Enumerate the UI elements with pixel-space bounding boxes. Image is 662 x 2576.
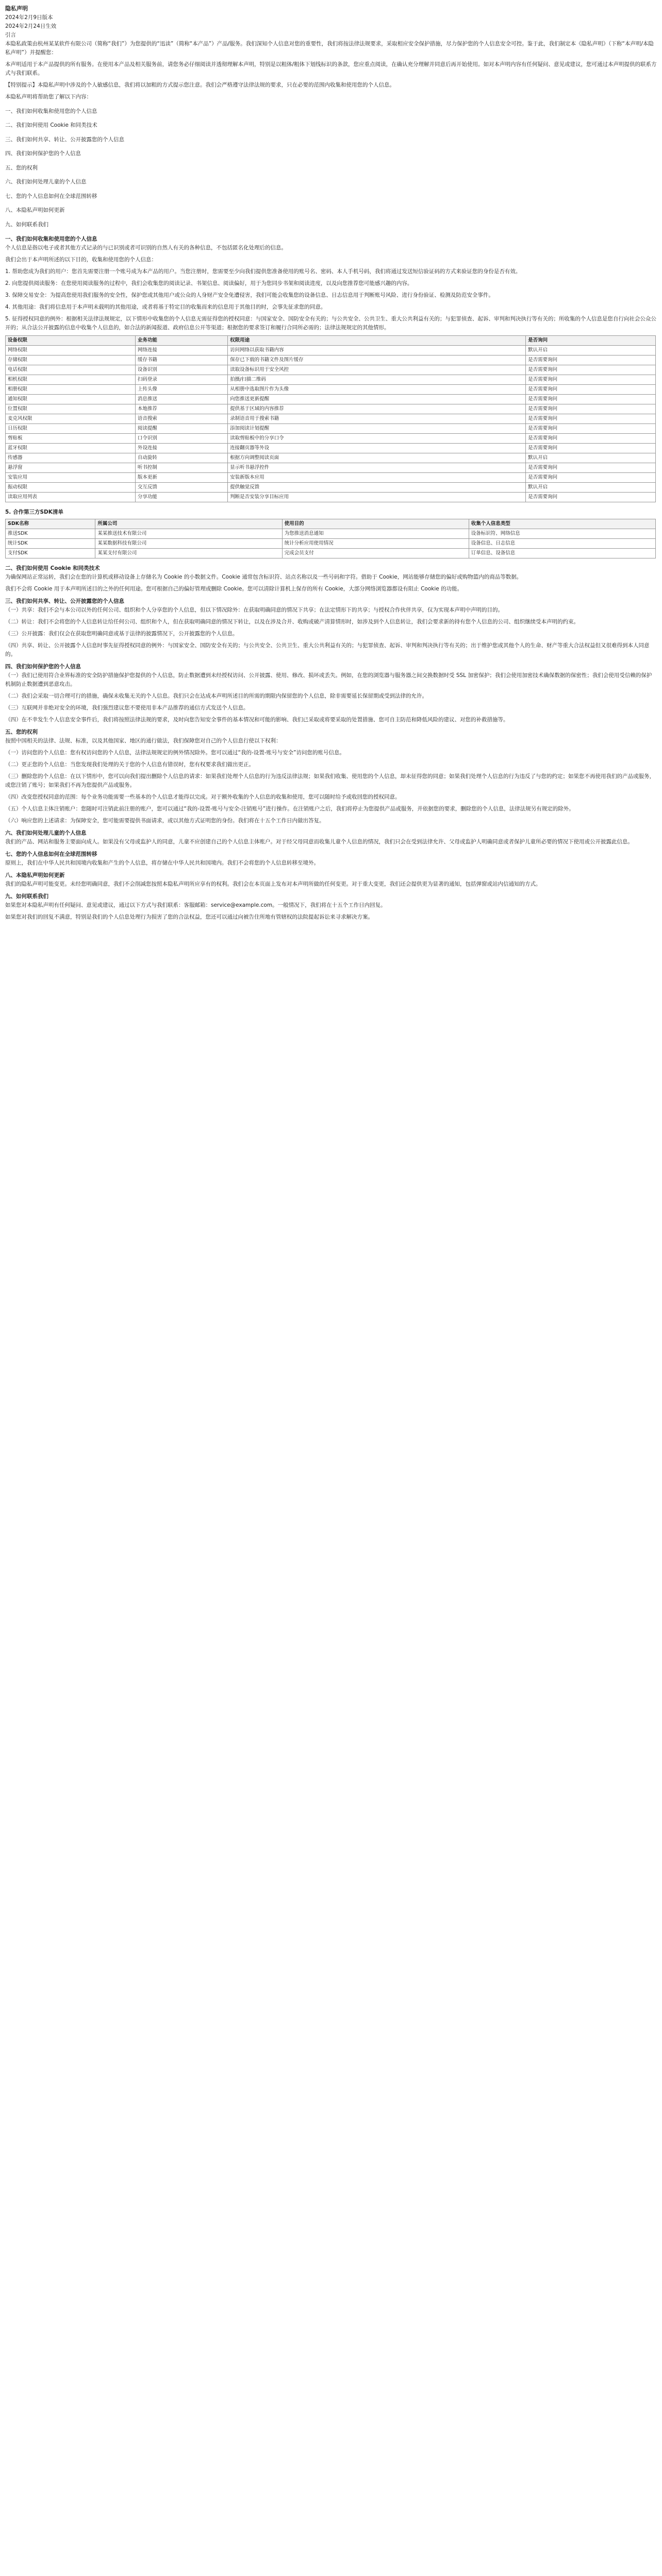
paragraph: （二）转让：我们不会将您的个人信息转让给任何公司、组织和个人，但在获取明确同意的情况下转让，以及在涉及合并、收购或破产清算情形时，如涉及到个人信息转让，我们会要求新的持有您个人信息的公司、组织继续受本声明的约束。 xyxy=(5,619,579,625)
table-cell: 读取剪贴板中的分享口令 xyxy=(228,434,526,444)
table-cell: 是否需要询问 xyxy=(526,375,656,385)
section-9-title: 九、如何联系我们 xyxy=(5,893,48,900)
table-cell: 是否需要询问 xyxy=(526,355,656,365)
table-cell: 分享功能 xyxy=(135,493,227,502)
table-row xyxy=(6,473,656,483)
preface-label: 引言 xyxy=(5,32,16,38)
table-cell: 是否需要询问 xyxy=(526,463,656,473)
table-cell: 默认开启 xyxy=(526,346,656,355)
table-cell: 设备标识符、网络信息 xyxy=(469,529,655,539)
table-cell: 是否需要询问 xyxy=(526,473,656,483)
table-cell: 是否需要询问 xyxy=(526,365,656,375)
table-cell: 网络权限 xyxy=(6,346,136,355)
toc-item: 三、我们如何共享、转让、公开披露您的个人信息 xyxy=(5,136,124,143)
intro-paragraph: 本声明适用于本产品提供的所有服务。在使用本产品及相关服务前，请您务必仔细阅读并透彻理解本声明，特别是以粗体/粗体下划线标识的条款，您应重点阅读，在确认充分理解并同意后再开始使用。如对本声明内容有任何疑问、意见或建议，您可通过本声明提供的联系方式与我们联系。 xyxy=(5,61,657,76)
table-cell: 添加阅读计划提醒 xyxy=(228,424,526,434)
table-cell: 向您推送更新提醒 xyxy=(228,395,526,404)
table-row xyxy=(6,414,656,424)
table-cell: 读取应用列表 xyxy=(6,493,136,502)
table-cell: 消息推送 xyxy=(135,395,227,404)
table-row xyxy=(6,424,656,434)
paragraph: （二）我们会采取一切合理可行的措施，确保未收集无关的个人信息。我们只会在达成本声明所述目的所需的期限内保留您的个人信息，除非需要延长保留期或受到法律的允许。 xyxy=(5,693,427,699)
table-row xyxy=(6,463,656,473)
paragraph: 如果您对我们的回复不满意，特别是我们的个人信息处理行为损害了您的合法权益，您还可以通过向被告住所地有管辖权的法院提起诉讼来寻求解决方案。 xyxy=(5,914,373,920)
table-cell: 根据方向调整阅读页面 xyxy=(228,453,526,463)
table-cell: 提供基于区域的内容推荐 xyxy=(228,404,526,414)
section-3-body xyxy=(5,606,657,659)
section-7-body xyxy=(5,859,657,868)
section-6-title: 六、我们如何处理儿童的个人信息 xyxy=(5,830,87,836)
table-header-cell: 收集个人信息类型 xyxy=(469,519,655,529)
paragraph: 我们的产品、网站和服务主要面向成人。如果没有父母或监护人的同意，儿童不应创建自己的个人信息主体账户。对于经父母同意而收集儿童个人信息的情况，我们只会在受到法律允许、父母或监护人明确同意或者保护儿童所必要的情况下使用或公开披露此信息。 xyxy=(5,839,633,845)
section-2-body xyxy=(5,573,657,594)
section-1-body xyxy=(5,244,657,332)
table-row xyxy=(6,365,656,375)
table-cell: 麦克风权限 xyxy=(6,414,136,424)
paragraph: （五）个人信息主体注销账户：您随时可注销此前注册的账户，您可以通过“我的-设置-账号与安全-注销账号”进行操作。在注销账户之后，我们将停止为您提供产品或服务，并依据您的要求，删除您的个人信息，法律法规另有规定的除外。 xyxy=(5,806,574,812)
paragraph: 1. 帮助您成为我们的用户：您首先需要注册一个账号成为本产品的用户。当您注册时，您需要至少向我们提供您准备使用的账号名、密码、本人手机号码，我们将通过发送短信验证码的方式来验证您的身份是否有效。 xyxy=(5,268,521,275)
section-4-title: 四、我们如何保护您的个人信息 xyxy=(5,664,81,670)
paragraph: （一）访问您的个人信息：您有权访问您的个人信息，法律法规规定的例外情况除外。您可以通过“我的-设置-账号与安全”访问您的账号信息。 xyxy=(5,750,345,756)
table-of-contents xyxy=(5,107,657,229)
table-cell: 安装应用 xyxy=(6,473,136,483)
section-1-title: 一、我们如何收集和使用您的个人信息 xyxy=(5,236,97,242)
table-cell: 存储权限 xyxy=(6,355,136,365)
paragraph: 为确保网站正常运转，我们会在您的计算机或移动设备上存储名为 Cookie 的小数据文件。Cookie 通常包含标识符、站点名称以及一些号码和字符。借助于 Cookie，网站能够存储您的偏好或购物篮内的商品等数据。 xyxy=(5,574,522,580)
table-header-cell: 权限用途 xyxy=(228,336,526,346)
table-cell: 统计分析应用使用情况 xyxy=(282,539,469,549)
table-row xyxy=(6,539,656,549)
paragraph: 我们会出于本声明所述的以下目的，收集和使用您的个人信息： xyxy=(5,257,157,263)
permission-table xyxy=(5,335,656,502)
section-9-body xyxy=(5,901,657,922)
paragraph: 原则上，我们在中华人民共和国境内收集和产生的个人信息，将存储在中华人民共和国境内。我们不会将您的个人信息转移至境外。 xyxy=(5,860,319,866)
table-cell: 显示听书悬浮控件 xyxy=(228,463,526,473)
table-row xyxy=(6,493,656,502)
toc-item: 八、本隐私声明如何更新 xyxy=(5,207,65,213)
toc-item: 九、如何联系我们 xyxy=(5,221,48,228)
table-row xyxy=(6,395,656,404)
table-cell: 相机权限 xyxy=(6,375,136,385)
section-8-body xyxy=(5,880,657,889)
table-cell: 是否需要询问 xyxy=(526,404,656,414)
table-cell: 听书控制 xyxy=(135,463,227,473)
table-cell: 振动权限 xyxy=(6,483,136,493)
table-cell: 安装新版本应用 xyxy=(228,473,526,483)
table-cell: 交互反馈 xyxy=(135,483,227,493)
paragraph: 我们不会将 Cookie 用于本声明所述目的之外的任何用途。您可根据自己的偏好管理或删除 Cookie。您可以清除计算机上保存的所有 Cookie，大部分网络浏览器都设有阻止 Cookie 的功能。 xyxy=(5,586,463,592)
table-row xyxy=(6,346,656,355)
table-cell: 外设连接 xyxy=(135,444,227,453)
section-6-body xyxy=(5,838,657,846)
table-cell: 网络连接 xyxy=(135,346,227,355)
table-cell: 是否需要询问 xyxy=(526,493,656,502)
table-row xyxy=(6,549,656,558)
table-cell: 默认开启 xyxy=(526,453,656,463)
table-cell: 传感器 xyxy=(6,453,136,463)
table-cell: 某某数据科技有限公司 xyxy=(95,539,282,549)
intro-paragraph: 本隐私声明将帮助您了解以下内容： xyxy=(5,94,92,100)
table-cell: 订单信息、设备信息 xyxy=(469,549,655,558)
toc-item: 五、您的权利 xyxy=(5,164,38,171)
section-7-title: 七、您的个人信息如何在全球范围转移 xyxy=(5,851,97,857)
sdk-table-title: 5. 合作第三方SDK清单 xyxy=(5,509,63,515)
table-cell: 完成会员支付 xyxy=(282,549,469,558)
table-cell: 判断是否安装分享目标应用 xyxy=(228,493,526,502)
table-header-cell: 所属公司 xyxy=(95,519,282,529)
table-row xyxy=(6,483,656,493)
paragraph: （四）改变您授权同意的范围：每个业务功能需要一些基本的个人信息才能得以完成。对于额外收集的个人信息的收集和使用，您可以随时给予或收回您的授权同意。 xyxy=(5,794,401,800)
table-row xyxy=(6,529,656,539)
table-cell: 剪贴板 xyxy=(6,434,136,444)
table-cell: 默认开启 xyxy=(526,483,656,493)
document-title: 隐私声明 xyxy=(5,5,28,12)
paragraph: 如果您对本隐私声明有任何疑问、意见或建议，通过以下方式与我们联系：客服邮箱：service@example.com。一般情况下，我们将在十五个工作日内回复。 xyxy=(5,902,386,908)
section-2-title: 二、我们如何使用 Cookie 和同类技术 xyxy=(5,565,100,571)
table-cell: 访问网络以获取书籍内容 xyxy=(228,346,526,355)
intro-section xyxy=(5,40,657,101)
table-cell: 版本更新 xyxy=(135,473,227,483)
table-row xyxy=(6,434,656,444)
toc-item: 一、我们如何收集和使用您的个人信息 xyxy=(5,108,97,114)
table-row xyxy=(6,385,656,395)
section-5-body xyxy=(5,737,657,825)
paragraph: （三）删除您的个人信息：在以下情形中，您可以向我们提出删除个人信息的请求：如果我们处理个人信息的行为违反法律法规；如果我们收集、使用您的个人信息，却未征得您的同意；如果我们处理个人信息的行为违反了与您的约定；如果您不再使用我们的产品或服务，或您注销了账号；如果我们不再为您提供产品或服务。 xyxy=(5,773,655,788)
paragraph: 按照中国相关的法律、法规、标准，以及其他国家、地区的通行做法，我们保障您对自己的个人信息行使以下权利： xyxy=(5,738,282,744)
table-cell: 是否需要询问 xyxy=(526,395,656,404)
table-cell: 支付SDK xyxy=(6,549,95,558)
table-cell: 是否需要询问 xyxy=(526,414,656,424)
paragraph: （四）共享、转让、公开披露个人信息时事先征得授权同意的例外：与国家安全、国防安全有关的；与公共安全、公共卫生、重大公共利益有关的；与犯罪侦查、起诉、审判和判决执行等有关的；出于维护您或其他个人的生命、财产等重大合法权益但又很难得到本人同意的。 xyxy=(5,642,650,657)
effective-date: 2024年2月24日生效 xyxy=(5,23,57,29)
table-cell: 是否需要询问 xyxy=(526,424,656,434)
table-cell: 是否需要询问 xyxy=(526,385,656,395)
table-cell: 本地推荐 xyxy=(135,404,227,414)
table-cell: 通知权限 xyxy=(6,395,136,404)
table-header-cell: 设备权限 xyxy=(6,336,136,346)
table-cell: 保存已下载的书籍文件及图片缓存 xyxy=(228,355,526,365)
table-cell: 阅读提醒 xyxy=(135,424,227,434)
table-cell: 读取设备标识用于安全风控 xyxy=(228,365,526,375)
table-cell: 日历权限 xyxy=(6,424,136,434)
table-header-cell: 业务功能 xyxy=(135,336,227,346)
table-cell: 语音搜索 xyxy=(135,414,227,424)
intro-paragraph: 【特别提示】本隐私声明中涉及的个人敏感信息，我们将以加粗的方式提示您注意。我们会严格遵守法律法规的要求，只在必要的范围内收集和使用您的个人信息。 xyxy=(5,82,395,88)
table-cell: 某某推送技术有限公司 xyxy=(95,529,282,539)
table-cell: 连接翻页器等外设 xyxy=(228,444,526,453)
table-row xyxy=(6,404,656,414)
paragraph: （六）响应您的上述请求：为保障安全，您可能需要提供书面请求，或以其他方式证明您的身份。我们将在十五个工作日内做出答复。 xyxy=(5,818,325,824)
paragraph: 4. 其他用途：我们将信息用于本声明未载明的其他用途，或者将基于特定目的收集而来的信息用于其他目的时，会事先征求您的同意。 xyxy=(5,304,326,310)
table-row xyxy=(6,355,656,365)
section-4-body xyxy=(5,671,657,724)
intro-paragraph: 本隐私政策由杭州某某软件有限公司（简称“我们”）为您提供的“迅读”（简称“本产品”）产品/服务。我们深知个人信息对您的重要性，我们将按法律法规要求，采取相应安全保护措施，尽力保护您的个人信息安全可控。鉴于此，我们制定本《隐私声明》（下称“本声明/本隐私声明”）并提醒您： xyxy=(5,41,654,56)
table-cell: 提供触觉反馈 xyxy=(228,483,526,493)
paragraph: 我们的隐私声明可能变更。未经您明确同意，我们不会削减您按照本隐私声明所应享有的权利。我们会在本页面上发布对本声明所做的任何变更。对于重大变更，我们还会提供更为显著的通知，包括弹窗或站内信通知的方式。 xyxy=(5,881,541,887)
table-cell: 录制语音用于搜索书籍 xyxy=(228,414,526,424)
toc-item: 四、我们如何保护您的个人信息 xyxy=(5,150,81,157)
table-cell: 是否需要询问 xyxy=(526,444,656,453)
table-cell: 上传头像 xyxy=(135,385,227,395)
paragraph: （二）更正您的个人信息：当您发现我们处理的关于您的个人信息有错误时，您有权要求我们做出更正。 xyxy=(5,761,254,768)
table-header-row xyxy=(6,519,656,529)
table-cell: 设备识别 xyxy=(135,365,227,375)
paragraph: （一）我们已使用符合业界标准的安全防护措施保护您提供的个人信息，防止数据遭到未经授权访问、公开披露、使用、修改、损坏或丢失。例如，在您的浏览器与服务器之间交换数据时受 SSL 加密保护；我们会使用加密技术确保数据的保密性；我们会使用受信赖的保护机制防止数据遭到恶意攻击。 xyxy=(5,672,652,687)
table-header-cell: 使用目的 xyxy=(282,519,469,529)
paragraph: （一）共享：我们不会与本公司以外的任何公司、组织和个人分享您的个人信息，但以下情况除外：在获取明确同意的情况下共享；在法定情形下的共享；与授权合作伙伴共享，仅为实现本声明中声明的目的。 xyxy=(5,607,503,613)
table-header-cell: 是否询问 xyxy=(526,336,656,346)
table-cell: 为您推送消息通知 xyxy=(282,529,469,539)
table-header-row xyxy=(6,336,656,346)
table-cell: 自动旋转 xyxy=(135,453,227,463)
paragraph: 2. 向您提供阅读服务：在您使用阅读服务的过程中，我们会收集您的阅读记录、书架信息、阅读偏好，用于为您同步书架和阅读进度，以及向您推荐您可能感兴趣的内容。 xyxy=(5,280,413,286)
table-cell: 设备信息、日志信息 xyxy=(469,539,655,549)
section-5-title: 五、您的权利 xyxy=(5,729,38,735)
table-cell: 位置权限 xyxy=(6,404,136,414)
table-cell: 统计SDK xyxy=(6,539,95,549)
table-cell: 拍摄/扫描二维码 xyxy=(228,375,526,385)
paragraph: （三）互联网并非绝对安全的环境，我们强烈建议您不要使用非本产品推荐的通信方式发送个人信息。 xyxy=(5,705,249,711)
table-cell: 从相册中选取图片作为头像 xyxy=(228,385,526,395)
paragraph: 个人信息是指以电子或者其他方式记录的与已识别或者可识别的自然人有关的各种信息，不包括匿名化处理后的信息。 xyxy=(5,245,287,251)
paragraph: 3. 保障交易安全：为提高您使用我们服务的安全性，保护您或其他用户或公众的人身财产安全免遭侵害，我们可能会收集您的设备信息、日志信息用于判断账号风险、进行身份验证、检测及防范安全事件。 xyxy=(5,292,494,298)
table-row xyxy=(6,453,656,463)
table-cell: 扫码登录 xyxy=(135,375,227,385)
section-8-title: 八、本隐私声明如何更新 xyxy=(5,872,65,878)
table-cell: 蓝牙权限 xyxy=(6,444,136,453)
table-cell: 某某支付有限公司 xyxy=(95,549,282,558)
paragraph: 5. 征得授权同意的例外：根据相关法律法规规定，以下情形中收集您的个人信息无需征得您的授权同意：与国家安全、国防安全有关的；与公共安全、公共卫生、重大公共利益有关的；与犯罪侦查、起诉、审判和判决执行等有关的；所收集的个人信息是您自行向社会公众公开的；从合法公开披露的信息中收集个人信息的，如合法的新闻报道、政府信息公开等渠道；根据您的要求签订和履行合同所必需的；法律法规规定的其他情形。 xyxy=(5,316,656,331)
table-cell: 口令识别 xyxy=(135,434,227,444)
table-cell: 相册权限 xyxy=(6,385,136,395)
update-date: 2024年2月9日版本 xyxy=(5,14,53,21)
section-3-title: 三、我们如何共享、转让、公开披露您的个人信息 xyxy=(5,598,124,604)
table-cell: 悬浮窗 xyxy=(6,463,136,473)
privacy-document xyxy=(0,0,662,922)
table-cell: 电话权限 xyxy=(6,365,136,375)
toc-item: 六、我们如何处理儿童的个人信息 xyxy=(5,179,87,185)
sdk-table xyxy=(5,519,656,558)
table-cell: 推送SDK xyxy=(6,529,95,539)
table-row xyxy=(6,375,656,385)
toc-item: 二、我们如何使用 Cookie 和同类技术 xyxy=(5,122,97,128)
table-cell: 缓存书籍 xyxy=(135,355,227,365)
table-cell: 是否需要询问 xyxy=(526,434,656,444)
paragraph: （三）公开披露：我们仅会在获取您明确同意或基于法律的披露情况下，公开披露您的个人信息。 xyxy=(5,631,238,637)
paragraph: （四）在不幸发生个人信息安全事件后，我们将按照法律法规的要求，及时向您告知安全事件的基本情况和可能的影响、我们已采取或将要采取的处置措施、您可自主防范和降低风险的建议、对您的补救措施等。 xyxy=(5,717,509,723)
table-row xyxy=(6,444,656,453)
toc-item: 七、您的个人信息如何在全球范围转移 xyxy=(5,193,97,199)
table-header-cell: SDK名称 xyxy=(6,519,95,529)
